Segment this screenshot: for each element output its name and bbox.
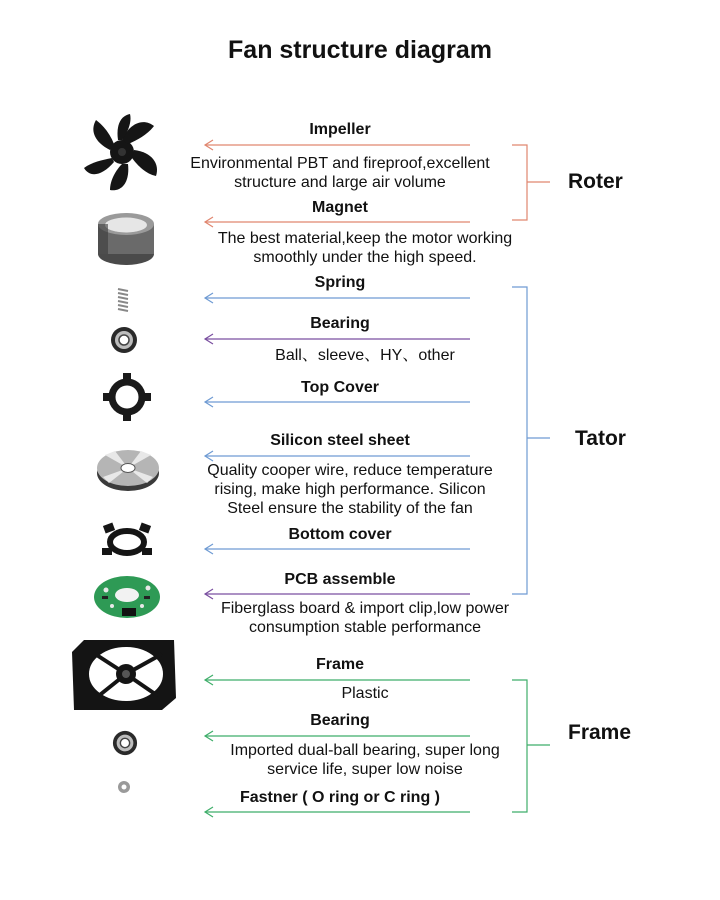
desc-silicon-line3: Steel ensure the stability of the fan xyxy=(227,500,473,517)
bearing-icon xyxy=(110,326,138,354)
group-label-frame: Frame xyxy=(568,721,632,744)
label-top-cover: Top Cover xyxy=(301,379,379,396)
label-spring: Spring xyxy=(314,274,366,291)
diagram-title: Fan structure diagram xyxy=(228,36,492,64)
desc-magnet-line1: The best material,keep the motor working xyxy=(217,230,513,247)
desc-pcb-line2: consumption stable performance xyxy=(248,619,482,636)
arrow-spring xyxy=(205,293,470,303)
arrow-bearing-2 xyxy=(205,731,470,741)
arrow-bottom-cover xyxy=(205,544,470,554)
arrow-bearing-1 xyxy=(205,334,470,344)
brace-tator xyxy=(512,287,550,594)
desc-frame: Plastic xyxy=(341,685,389,702)
desc-silicon-line2: rising, make high performance. Silicon xyxy=(214,481,486,498)
top-cover-icon xyxy=(103,373,151,421)
arrow-silicon-steel xyxy=(205,451,470,461)
magnet-ring-icon xyxy=(95,210,157,268)
spring-icon xyxy=(116,286,130,312)
desc-bearing-2-line1: Imported dual-ball bearing, super long xyxy=(230,742,500,759)
arrow-pcb xyxy=(205,589,470,599)
desc-magnet-line2: smoothly under the high speed. xyxy=(253,249,477,266)
fastener-ring-icon xyxy=(117,780,131,794)
desc-impeller-line1: Environmental PBT and fireproof,excellent xyxy=(190,155,490,172)
group-label-tator: Tator xyxy=(575,427,626,450)
desc-bearing-2-line2: service life, super low noise xyxy=(267,761,463,778)
arrow-impeller xyxy=(205,140,470,150)
frame-icon xyxy=(70,636,180,712)
label-bearing-1: Bearing xyxy=(310,315,370,332)
label-impeller: Impeller xyxy=(309,121,371,138)
desc-impeller-line2: structure and large air volume xyxy=(234,174,446,191)
label-bottom-cover: Bottom cover xyxy=(288,526,392,543)
desc-pcb-line1: Fiberglass board & import clip,low power xyxy=(220,600,510,617)
pcb-icon xyxy=(92,574,162,620)
group-label-roter: Roter xyxy=(568,170,623,193)
label-bearing-2: Bearing xyxy=(310,712,370,729)
arrow-fastener xyxy=(205,807,470,817)
label-silicon-steel: Silicon steel sheet xyxy=(270,432,410,449)
label-magnet: Magnet xyxy=(312,199,368,216)
bottom-cover-icon xyxy=(100,522,154,558)
arrow-top-cover xyxy=(205,397,470,407)
arrow-magnet xyxy=(205,217,470,227)
label-fastener: Fastner ( O ring or C ring ) xyxy=(239,789,440,806)
label-frame: Frame xyxy=(315,656,365,673)
desc-bearing-1: Ball、sleeve、HY、other xyxy=(275,347,455,364)
label-pcb: PCB assemble xyxy=(284,571,396,588)
bearing-icon xyxy=(112,730,138,756)
desc-silicon-line1: Quality cooper wire, reduce temperature xyxy=(207,462,493,479)
